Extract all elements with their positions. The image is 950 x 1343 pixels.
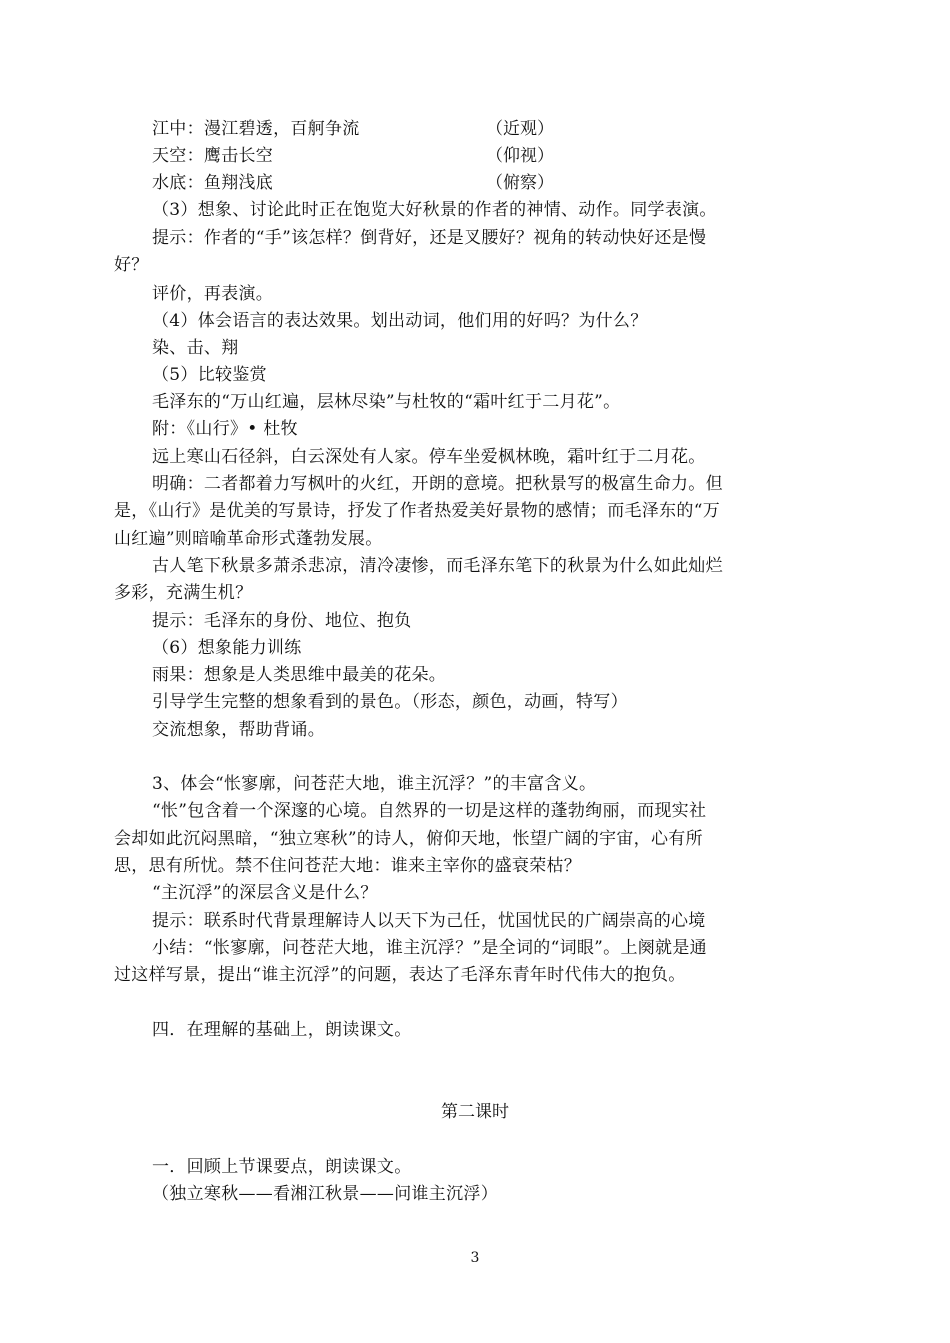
paragraph-line: 交流想象，帮助背诵。 xyxy=(152,720,325,740)
paragraph-line: （4）体会语言的表达效果。划出动词，他们用的好吗？为什么？ xyxy=(152,311,648,331)
lesson-title: 第二课时 xyxy=(441,1102,509,1122)
paragraph-line: （3）想象、讨论此时正在饱览大好秋景的作者的神情、动作。同学表演。 xyxy=(152,200,717,220)
section-heading: 3、体会“怅寥廓，问苍茫大地，谁主沉浮？”的丰富含义。 xyxy=(152,774,597,794)
section-heading: 一．回顾上节课要点，朗读课文。 xyxy=(152,1157,412,1177)
paragraph-line: 提示：联系时代背景理解诗人以天下为己任，忧国忧民的广阔崇高的心境 xyxy=(152,911,706,931)
paragraph-line: 古人笔下秋景多萧杀悲凉，清冷凄惨，而毛泽东笔下的秋景为什么如此灿烂 xyxy=(152,556,723,576)
paragraph-line: 附：《山行》• 杜牧 xyxy=(152,419,298,439)
scene-row-river-note: （近观） xyxy=(486,119,554,139)
paragraph-line: “主沉浮”的深层含义是什么？ xyxy=(152,883,378,903)
paragraph-line: 雨果：想象是人类思维中最美的花朵。 xyxy=(152,665,447,685)
scene-row-water-note: （俯察） xyxy=(486,173,554,193)
paragraph-line: 引导学生完整的想象看到的景色。（形态，颜色，动画，特写） xyxy=(152,692,628,712)
paragraph-line: （6）想象能力训练 xyxy=(152,638,302,658)
paragraph-line: 远上寒山石径斜，白云深处有人家。停车坐爱枫林晚，霜叶红于二月花。 xyxy=(152,447,706,467)
section-heading: 四．在理解的基础上，朗读课文。 xyxy=(152,1020,412,1040)
paragraph-line: 明确：二者都着力写枫叶的火红，开朗的意境。把秋景写的极富生命力。但 xyxy=(152,474,723,494)
paragraph-line: 是，《山行》是优美的写景诗，抒发了作者热爱美好景物的感情；而毛泽东的“万 xyxy=(114,501,720,521)
paragraph-line: 评价，再表演。 xyxy=(152,284,274,304)
paragraph-line: 提示：作者的“手”该怎样？倒背好，还是叉腰好？视角的转动快好还是慢 xyxy=(152,228,707,248)
paragraph-line: 好？ xyxy=(114,255,149,275)
scene-row-sky-note: （仰视） xyxy=(486,146,554,166)
paragraph-line: 过这样写景，提出“谁主沉浮”的问题，表达了毛泽东青年时代伟大的抱负。 xyxy=(114,965,686,985)
page-number: 3 xyxy=(470,1250,480,1266)
paragraph-line: 会却如此沉闷黑暗，“独立寒秋”的诗人，俯仰天地，怅望广阔的宇宙，心有所 xyxy=(114,829,703,849)
paragraph-line: 小结：“怅寥廓，问苍茫大地，谁主沉浮？”是全词的“词眼”。上阕就是通 xyxy=(152,938,707,958)
paragraph-line: 山红遍”则暗喻革命形式蓬勃发展。 xyxy=(114,529,383,549)
paragraph-line: （独立寒秋——看湘江秋景——问谁主沉浮） xyxy=(152,1184,498,1204)
paragraph-line: （5）比较鉴赏 xyxy=(152,365,267,385)
paragraph-line: 多彩，充满生机？ xyxy=(114,583,253,603)
paragraph-line: 染、击、翔 xyxy=(152,338,239,358)
scene-row-river: 江中：漫江碧透，百舸争流 xyxy=(152,119,360,139)
paragraph-line: 毛泽东的“万山红遍，层林尽染”与杜牧的“霜叶红于二月花”。 xyxy=(152,392,621,412)
scene-row-water: 水底：鱼翔浅底 xyxy=(152,173,274,193)
paragraph-line: 提示：毛泽东的身份、地位、抱负 xyxy=(152,611,412,631)
paragraph-line: “怅”包含着一个深邃的心境。自然界的一切是这样的蓬勃绚丽，而现实社 xyxy=(152,801,707,821)
scene-row-sky: 天空：鹰击长空 xyxy=(152,146,274,166)
paragraph-line: 思，思有所忧。禁不住问苍茫大地：谁来主宰你的盛衰荣枯？ xyxy=(114,856,582,876)
